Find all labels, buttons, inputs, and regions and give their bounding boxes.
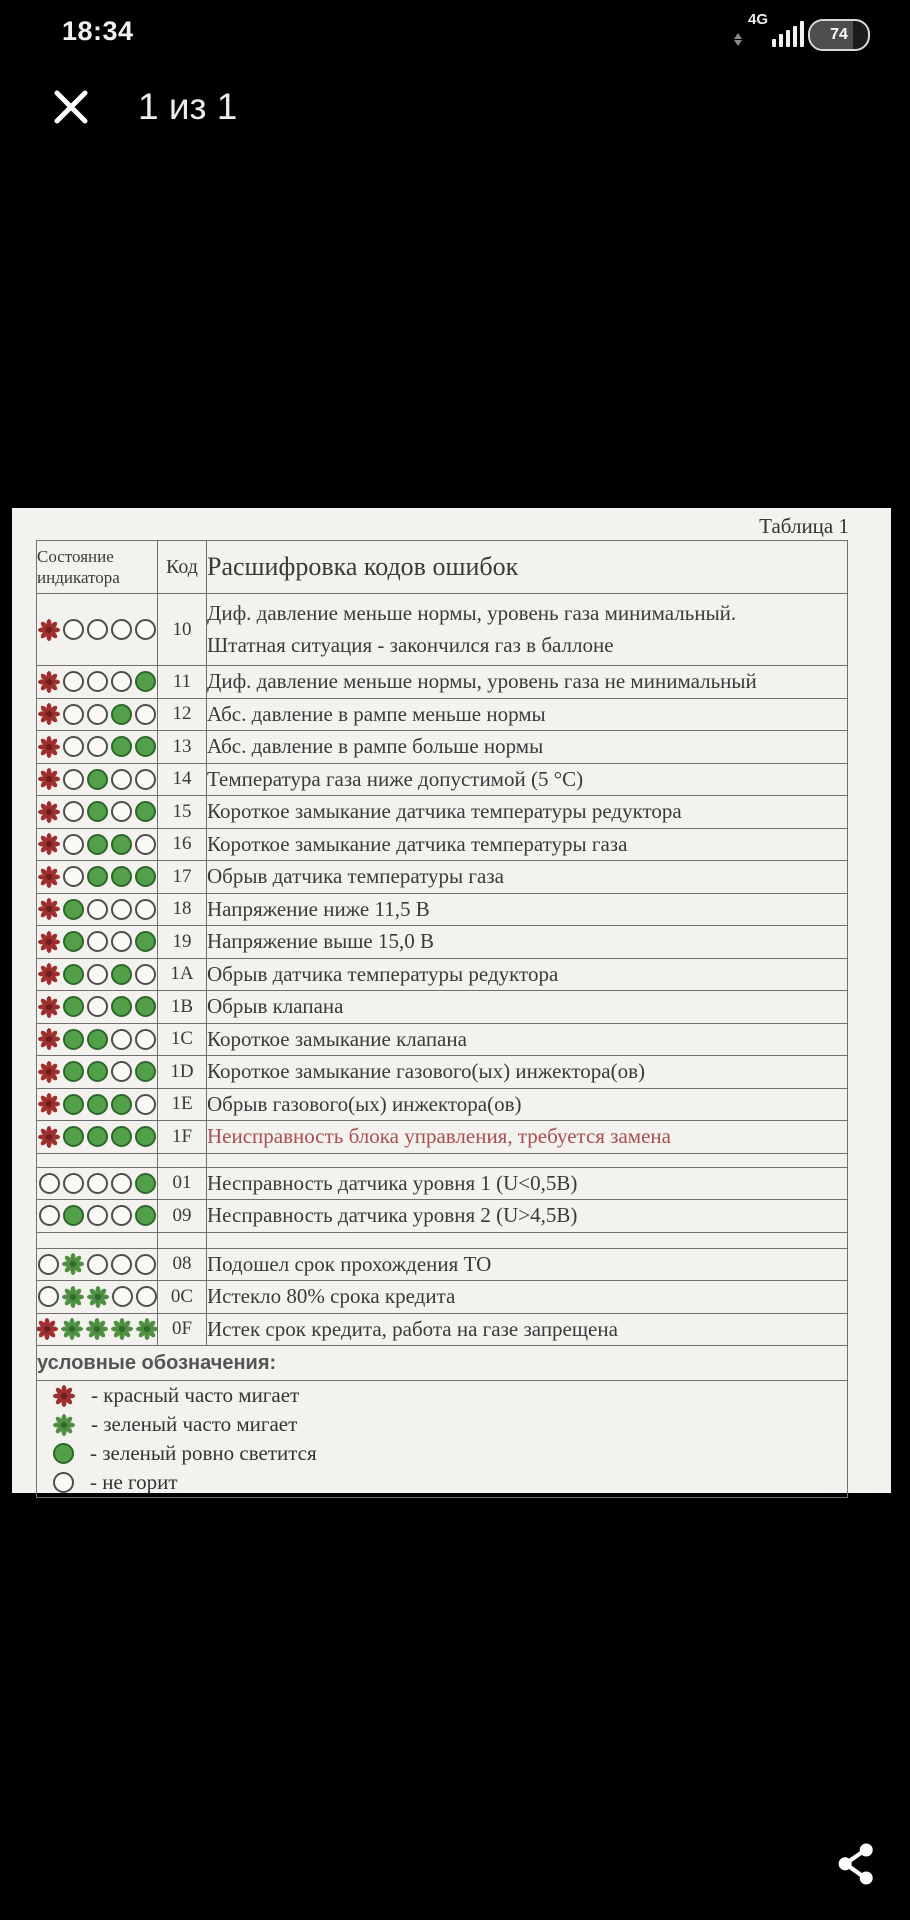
code-cell: 1D bbox=[158, 1056, 207, 1089]
led-green-solid-icon bbox=[87, 769, 108, 790]
description-cell bbox=[207, 1200, 848, 1233]
led-off-icon bbox=[111, 931, 132, 952]
header-indicator: Состояние индикатора bbox=[37, 541, 158, 594]
led-red-flashing-icon bbox=[38, 963, 60, 985]
led-green-solid-icon bbox=[135, 801, 156, 822]
data-arrows-icon bbox=[734, 33, 742, 46]
led-red-flashing-icon bbox=[38, 1028, 60, 1050]
led-red-flashing-icon bbox=[53, 1385, 75, 1407]
description-cell bbox=[207, 1167, 848, 1200]
table-row bbox=[37, 926, 848, 959]
led-green-solid-icon bbox=[63, 931, 84, 952]
led-off-icon bbox=[135, 1254, 156, 1275]
description-line: Истекло 80% срока кредита bbox=[207, 1284, 456, 1308]
led-off-icon bbox=[135, 834, 156, 855]
indicator-cell bbox=[37, 926, 158, 959]
code-cell: 0C bbox=[158, 1281, 207, 1314]
led-off-icon bbox=[87, 1254, 108, 1275]
description-line: Диф. давление меньше нормы, уровень газа минимальный. bbox=[207, 601, 737, 625]
code-cell: 1A bbox=[158, 958, 207, 991]
legend-item bbox=[37, 1439, 847, 1468]
page-counter: 1 из 1 bbox=[138, 86, 238, 127]
code-cell: 09 bbox=[158, 1200, 207, 1233]
indicator-cell bbox=[37, 861, 158, 894]
table-row bbox=[37, 1248, 848, 1281]
description-line: Обрыв датчика температуры редуктора bbox=[207, 961, 559, 986]
indicator-cell bbox=[37, 1121, 158, 1154]
status-time: 18:34 bbox=[62, 16, 134, 46]
signal-bars-icon bbox=[772, 20, 805, 47]
description-cell bbox=[207, 1023, 848, 1056]
led-green-solid-icon bbox=[135, 996, 156, 1017]
table-row bbox=[37, 763, 848, 796]
led-off-icon bbox=[87, 671, 108, 692]
description-cell bbox=[207, 594, 848, 666]
indicator-cell bbox=[37, 698, 158, 731]
led-green-solid-icon bbox=[63, 1061, 84, 1082]
indicator-cell bbox=[37, 958, 158, 991]
led-green-solid-icon bbox=[111, 1094, 132, 1115]
code-cell: 11 bbox=[158, 666, 207, 699]
led-off-icon bbox=[111, 1061, 132, 1082]
description-cell bbox=[207, 828, 848, 861]
description-cell bbox=[207, 1248, 848, 1281]
led-green-flashing-icon bbox=[62, 1253, 84, 1275]
led-green-solid-icon bbox=[135, 931, 156, 952]
led-green-solid-icon bbox=[111, 834, 132, 855]
led-red-flashing-icon bbox=[38, 866, 60, 888]
description-line: Короткое замыкание клапана bbox=[207, 1026, 467, 1051]
legend-item-label: - красный часто мигает bbox=[91, 1383, 300, 1407]
description-cell bbox=[207, 731, 848, 764]
description-line: Обрыв клапана bbox=[207, 994, 344, 1018]
indicator-cell bbox=[37, 828, 158, 861]
description-cell bbox=[207, 1281, 848, 1314]
table-row bbox=[37, 796, 848, 829]
led-off-icon bbox=[63, 1173, 84, 1194]
led-off-icon bbox=[135, 1094, 156, 1115]
table-caption: Таблица 1 bbox=[759, 514, 849, 538]
code-cell: 01 bbox=[158, 1167, 207, 1200]
led-off-icon bbox=[87, 704, 108, 725]
legend-title: условные обозначения: bbox=[37, 1346, 848, 1381]
description-line: Подошел срок прохождения ТО bbox=[207, 1251, 492, 1276]
led-red-flashing-icon bbox=[38, 931, 60, 953]
led-off-icon bbox=[87, 619, 108, 640]
led-green-solid-icon bbox=[63, 1126, 84, 1147]
legend-item bbox=[37, 1381, 847, 1410]
code-cell: 14 bbox=[158, 763, 207, 796]
code-cell: 1F bbox=[158, 1121, 207, 1154]
separator-row bbox=[37, 1153, 848, 1167]
indicator-cell bbox=[37, 1088, 158, 1121]
led-green-flashing-icon bbox=[136, 1318, 158, 1340]
led-off-icon bbox=[112, 1286, 133, 1307]
led-green-solid-icon bbox=[111, 996, 132, 1017]
indicator-cell bbox=[37, 1248, 158, 1281]
indicator-cell bbox=[37, 731, 158, 764]
description-cell bbox=[207, 1121, 848, 1154]
code-cell: 10 bbox=[158, 594, 207, 666]
led-off-icon bbox=[38, 1254, 59, 1275]
description-line: Абс. давление в рампе меньше нормы bbox=[207, 701, 546, 726]
led-red-flashing-icon bbox=[38, 1093, 60, 1115]
table-row bbox=[37, 893, 848, 926]
description-cell bbox=[207, 861, 848, 894]
table-row bbox=[37, 666, 848, 699]
led-off-icon bbox=[135, 1029, 156, 1050]
indicator-cell bbox=[37, 666, 158, 699]
led-red-flashing-icon bbox=[38, 898, 60, 920]
led-green-flashing-icon bbox=[62, 1286, 84, 1308]
description-cell bbox=[207, 1313, 848, 1346]
led-green-solid-icon bbox=[111, 866, 132, 887]
led-off-icon bbox=[39, 1205, 60, 1226]
legend-row bbox=[37, 1381, 848, 1498]
led-green-solid-icon bbox=[111, 1126, 132, 1147]
description-cell bbox=[207, 991, 848, 1024]
table-row bbox=[37, 1121, 848, 1154]
led-green-solid-icon bbox=[135, 736, 156, 757]
description-line: Несправность датчика уровня 2 (U>4,5В) bbox=[207, 1203, 578, 1227]
led-green-solid-icon bbox=[135, 1205, 156, 1226]
led-off-icon bbox=[87, 931, 108, 952]
led-red-flashing-icon bbox=[38, 996, 60, 1018]
led-off-icon bbox=[87, 736, 108, 757]
table-row bbox=[37, 698, 848, 731]
description-cell bbox=[207, 893, 848, 926]
indicator-cell bbox=[37, 1313, 158, 1346]
led-green-solid-icon bbox=[87, 801, 108, 822]
led-green-solid-icon bbox=[135, 671, 156, 692]
table-row bbox=[37, 958, 848, 991]
code-cell: 17 bbox=[158, 861, 207, 894]
indicator-cell bbox=[37, 1056, 158, 1089]
legend-item-label: - зеленый ровно светится bbox=[90, 1441, 317, 1465]
led-off-icon bbox=[111, 1029, 132, 1050]
description-line: Несправность датчика уровня 1 (U<0,5В) bbox=[207, 1170, 578, 1195]
indicator-cell bbox=[37, 796, 158, 829]
led-off-icon bbox=[87, 1173, 108, 1194]
description-line: Обрыв датчика температуры газа bbox=[207, 864, 504, 888]
share-icon[interactable] bbox=[834, 1840, 880, 1888]
indicator-cell bbox=[37, 893, 158, 926]
legend-item-label: - не горит bbox=[90, 1470, 178, 1494]
description-cell bbox=[207, 666, 848, 699]
led-green-flashing-icon bbox=[111, 1318, 133, 1340]
led-off-icon bbox=[111, 1205, 132, 1226]
table-row bbox=[37, 991, 848, 1024]
description-cell bbox=[207, 926, 848, 959]
error-code-table bbox=[36, 540, 848, 1498]
table-row bbox=[37, 594, 848, 666]
code-cell: 16 bbox=[158, 828, 207, 861]
table-row bbox=[37, 1088, 848, 1121]
led-off-icon bbox=[63, 671, 84, 692]
led-green-solid-icon bbox=[87, 1126, 108, 1147]
led-red-flashing-icon bbox=[38, 703, 60, 725]
table-row bbox=[37, 1023, 848, 1056]
led-green-solid-icon bbox=[63, 1205, 84, 1226]
description-line: Диф. давление меньше нормы, уровень газа не минимальный bbox=[207, 669, 757, 693]
led-green-flashing-icon bbox=[61, 1318, 83, 1340]
description-cell bbox=[207, 763, 848, 796]
led-green-flashing-icon bbox=[86, 1318, 108, 1340]
led-off-icon bbox=[63, 736, 84, 757]
led-green-solid-icon bbox=[87, 1029, 108, 1050]
led-off-icon bbox=[63, 866, 84, 887]
indicator-cell bbox=[37, 1167, 158, 1200]
led-green-flashing-icon bbox=[87, 1286, 109, 1308]
led-off-icon bbox=[111, 671, 132, 692]
led-green-solid-icon bbox=[63, 996, 84, 1017]
led-green-solid-icon bbox=[135, 1061, 156, 1082]
led-green-solid-icon bbox=[63, 1094, 84, 1115]
description-line: Абс. давление в рампе больше нормы bbox=[207, 734, 544, 758]
led-off-icon bbox=[136, 1286, 157, 1307]
description-line: Неисправность блока управления, требуется замена bbox=[207, 1124, 671, 1148]
led-green-solid-icon bbox=[53, 1443, 74, 1464]
description-line: Напряжение ниже 11,5 В bbox=[207, 896, 430, 921]
code-cell: 1C bbox=[158, 1023, 207, 1056]
led-red-flashing-icon bbox=[38, 736, 60, 758]
description-line: Короткое замыкание газового(ых) инжектора(ов) bbox=[207, 1059, 645, 1083]
led-off-icon bbox=[111, 899, 132, 920]
table-row bbox=[37, 861, 848, 894]
description-line: Обрыв газового(ых) инжектора(ов) bbox=[207, 1091, 522, 1116]
network-type-label: 4G bbox=[747, 11, 768, 28]
legend-item bbox=[37, 1410, 847, 1439]
led-off-icon bbox=[111, 619, 132, 640]
code-cell: 18 bbox=[158, 893, 207, 926]
table-row bbox=[37, 1281, 848, 1314]
description-cell bbox=[207, 958, 848, 991]
description-line: Напряжение выше 15,0 В bbox=[207, 929, 434, 953]
led-red-flashing-icon bbox=[38, 671, 60, 693]
indicator-cell bbox=[37, 1023, 158, 1056]
led-red-flashing-icon bbox=[38, 619, 60, 641]
led-off-icon bbox=[87, 964, 108, 985]
code-cell: 13 bbox=[158, 731, 207, 764]
indicator-cell bbox=[37, 1200, 158, 1233]
table-row bbox=[37, 731, 848, 764]
description-line: Штатная ситуация - закончился газ в баллоне bbox=[207, 632, 614, 657]
separator-row bbox=[37, 1232, 848, 1248]
description-cell bbox=[207, 1088, 848, 1121]
table-row bbox=[37, 1056, 848, 1089]
description-line: Истек срок кредита, работа на газе запрещена bbox=[207, 1316, 618, 1341]
description-line: Короткое замыкание датчика температуры газа bbox=[207, 831, 628, 856]
led-off-icon bbox=[39, 1173, 60, 1194]
led-green-solid-icon bbox=[63, 964, 84, 985]
led-red-flashing-icon bbox=[38, 801, 60, 823]
led-off-icon bbox=[87, 899, 108, 920]
led-off-icon bbox=[87, 996, 108, 1017]
description-cell bbox=[207, 796, 848, 829]
led-green-solid-icon bbox=[111, 704, 132, 725]
led-red-flashing-icon bbox=[38, 1126, 60, 1148]
led-off-icon bbox=[111, 1173, 132, 1194]
led-off-icon bbox=[135, 964, 156, 985]
led-green-solid-icon bbox=[63, 1029, 84, 1050]
legend-item bbox=[37, 1468, 847, 1497]
description-cell bbox=[207, 698, 848, 731]
indicator-cell bbox=[37, 594, 158, 666]
led-green-flashing-icon bbox=[53, 1414, 75, 1436]
document-image[interactable] bbox=[12, 508, 891, 1493]
led-off-icon bbox=[135, 704, 156, 725]
description-line: Короткое замыкание датчика температуры редуктора bbox=[207, 799, 682, 823]
led-off-icon bbox=[135, 899, 156, 920]
led-off-icon bbox=[63, 704, 84, 725]
indicator-cell bbox=[37, 763, 158, 796]
table-row bbox=[37, 1313, 848, 1346]
led-off-icon bbox=[111, 801, 132, 822]
led-green-solid-icon bbox=[111, 964, 132, 985]
led-green-solid-icon bbox=[111, 736, 132, 757]
table-header-row bbox=[37, 541, 848, 594]
table-row bbox=[37, 1167, 848, 1200]
close-icon[interactable] bbox=[50, 86, 92, 128]
led-red-flashing-icon bbox=[38, 833, 60, 855]
code-cell: 0F bbox=[158, 1313, 207, 1346]
led-off-icon bbox=[38, 1286, 59, 1307]
led-green-solid-icon bbox=[87, 1061, 108, 1082]
indicator-cell bbox=[37, 1281, 158, 1314]
led-off-icon bbox=[63, 801, 84, 822]
led-red-flashing-icon bbox=[37, 1318, 59, 1340]
led-off-icon bbox=[53, 1472, 74, 1493]
led-off-icon bbox=[63, 619, 84, 640]
led-green-solid-icon bbox=[135, 866, 156, 887]
led-off-icon bbox=[63, 834, 84, 855]
legend-title-row bbox=[37, 1346, 848, 1381]
description-line: Температура газа ниже допустимой (5 °С) bbox=[207, 766, 584, 791]
description-cell bbox=[207, 1056, 848, 1089]
led-red-flashing-icon bbox=[38, 1061, 60, 1083]
header-code: Код bbox=[158, 541, 207, 594]
code-cell: 1E bbox=[158, 1088, 207, 1121]
led-off-icon bbox=[87, 1205, 108, 1226]
table-row bbox=[37, 828, 848, 861]
led-green-solid-icon bbox=[135, 1173, 156, 1194]
led-green-solid-icon bbox=[87, 1094, 108, 1115]
indicator-cell bbox=[37, 991, 158, 1024]
code-cell: 19 bbox=[158, 926, 207, 959]
table-row bbox=[37, 1200, 848, 1233]
header-description: Расшифровка кодов ошибок bbox=[207, 541, 848, 594]
led-off-icon bbox=[135, 769, 156, 790]
led-green-solid-icon bbox=[87, 866, 108, 887]
led-off-icon bbox=[111, 769, 132, 790]
led-off-icon bbox=[111, 1254, 132, 1275]
code-cell: 15 bbox=[158, 796, 207, 829]
battery-icon bbox=[808, 19, 870, 51]
code-cell: 1B bbox=[158, 991, 207, 1024]
led-green-solid-icon bbox=[63, 899, 84, 920]
led-off-icon bbox=[63, 769, 84, 790]
code-cell: 12 bbox=[158, 698, 207, 731]
led-red-flashing-icon bbox=[38, 768, 60, 790]
battery-percent: 74 bbox=[830, 26, 848, 43]
led-off-icon bbox=[135, 619, 156, 640]
legend-item-label: - зеленый часто мигает bbox=[91, 1412, 298, 1436]
led-green-solid-icon bbox=[87, 834, 108, 855]
code-cell: 08 bbox=[158, 1248, 207, 1281]
led-green-solid-icon bbox=[135, 1126, 156, 1147]
